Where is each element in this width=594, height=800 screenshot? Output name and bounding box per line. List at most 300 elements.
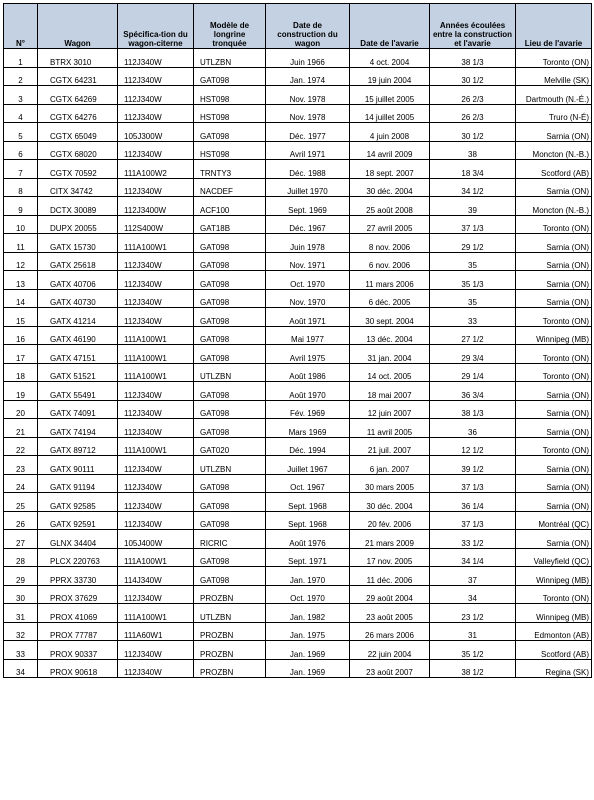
accident-location-cell: Dartmouth (N.-É.)	[516, 86, 592, 105]
years-elapsed-cell: 37 1/3	[430, 474, 516, 493]
wagon-id-cell: GATX 25618	[38, 252, 118, 271]
tank-spec-cell: 111A100W1	[118, 345, 194, 364]
wagon-id-cell: CGTX 64276	[38, 104, 118, 123]
accident-date-cell: 15 juillet 2005	[350, 86, 430, 105]
table-row	[4, 382, 592, 401]
table-row	[4, 141, 592, 160]
row-number-cell: 14	[4, 289, 38, 308]
row-number-cell: 3	[4, 86, 38, 105]
row-number-cell: 28	[4, 548, 38, 567]
row-number-cell: 8	[4, 178, 38, 197]
accident-date-cell: 18 mai 2007	[350, 382, 430, 401]
accident-date-cell: 30 déc. 2004	[350, 493, 430, 512]
table-row	[4, 585, 592, 604]
row-number-cell: 7	[4, 160, 38, 179]
stub-sill-model-cell: UTLZBN	[194, 49, 266, 68]
row-number-cell: 6	[4, 141, 38, 160]
stub-sill-model-cell: PROZBN	[194, 659, 266, 678]
build-date-cell: Déc. 1977	[266, 123, 350, 142]
accident-location-cell: Regina (SK)	[516, 659, 592, 678]
build-date-cell: Déc. 1994	[266, 437, 350, 456]
accident-location-cell: Winnipeg (MB)	[516, 604, 592, 623]
tank-spec-cell: 111A60W1	[118, 622, 194, 641]
stub-sill-model-cell: GAT098	[194, 271, 266, 290]
years-elapsed-cell: 30 1/2	[430, 67, 516, 86]
years-elapsed-cell: 23 1/2	[430, 604, 516, 623]
stub-sill-model-cell: GAT098	[194, 345, 266, 364]
accident-location-cell: Sarnia (ON)	[516, 493, 592, 512]
wagon-id-cell: GATX 89712	[38, 437, 118, 456]
header-place: Lieu de l'avarie	[516, 4, 592, 49]
years-elapsed-cell: 37	[430, 567, 516, 586]
accident-date-cell: 11 déc. 2006	[350, 567, 430, 586]
years-elapsed-cell: 34	[430, 585, 516, 604]
wagon-id-cell: GATX 55491	[38, 382, 118, 401]
accident-location-cell: Toronto (ON)	[516, 215, 592, 234]
accident-date-cell: 21 juil. 2007	[350, 437, 430, 456]
tank-spec-cell: 112J340W	[118, 252, 194, 271]
tank-spec-cell: 114J340W	[118, 567, 194, 586]
years-elapsed-cell: 37 1/3	[430, 215, 516, 234]
row-number-cell: 32	[4, 622, 38, 641]
table-row	[4, 437, 592, 456]
table-row	[4, 456, 592, 475]
accident-location-cell: Edmonton (AB)	[516, 622, 592, 641]
tank-spec-cell: 112J340W	[118, 493, 194, 512]
row-number-cell: 13	[4, 271, 38, 290]
table-row	[4, 659, 592, 678]
header-number: N°	[4, 4, 38, 49]
table-row	[4, 641, 592, 660]
build-date-cell: Jan. 1969	[266, 641, 350, 660]
accident-location-cell: Toronto (ON)	[516, 437, 592, 456]
table-row	[4, 400, 592, 419]
accident-date-cell: 18 sept. 2007	[350, 160, 430, 179]
table-row	[4, 530, 592, 549]
accident-location-cell: Toronto (ON)	[516, 308, 592, 327]
row-number-cell: 16	[4, 326, 38, 345]
accident-date-cell: 14 avril 2009	[350, 141, 430, 160]
wagon-id-cell: GATX 92591	[38, 511, 118, 530]
header-wagon: Wagon	[38, 4, 118, 49]
accident-location-cell: Truro (N-É)	[516, 104, 592, 123]
stub-sill-model-cell: ACF100	[194, 197, 266, 216]
tank-car-failures-table	[3, 3, 592, 678]
wagon-id-cell: GATX 91194	[38, 474, 118, 493]
table-row	[4, 215, 592, 234]
tank-spec-cell: 112J340W	[118, 141, 194, 160]
accident-date-cell: 21 mars 2009	[350, 530, 430, 549]
build-date-cell: Déc. 1967	[266, 215, 350, 234]
tank-spec-cell: 111A100W1	[118, 234, 194, 253]
build-date-cell: Nov. 1978	[266, 86, 350, 105]
table-row	[4, 197, 592, 216]
accident-date-cell: 11 avril 2005	[350, 419, 430, 438]
tank-spec-cell: 112J340W	[118, 86, 194, 105]
tank-spec-cell: 112J340W	[118, 308, 194, 327]
accident-date-cell: 12 juin 2007	[350, 400, 430, 419]
table-row	[4, 289, 592, 308]
tank-spec-cell: 112J340W	[118, 382, 194, 401]
accident-location-cell: Sarnia (ON)	[516, 419, 592, 438]
row-number-cell: 24	[4, 474, 38, 493]
wagon-id-cell: PROX 41069	[38, 604, 118, 623]
wagon-id-cell: PROX 90618	[38, 659, 118, 678]
row-number-cell: 17	[4, 345, 38, 364]
accident-date-cell: 23 août 2005	[350, 604, 430, 623]
row-number-cell: 20	[4, 400, 38, 419]
years-elapsed-cell: 29 1/2	[430, 234, 516, 253]
row-number-cell: 4	[4, 104, 38, 123]
header-built: Date de construction du wagon	[266, 4, 350, 49]
tank-spec-cell: 112J340W	[118, 400, 194, 419]
row-number-cell: 21	[4, 419, 38, 438]
wagon-id-cell: GATX 40706	[38, 271, 118, 290]
stub-sill-model-cell: PROZBN	[194, 585, 266, 604]
table-row	[4, 86, 592, 105]
accident-date-cell: 23 août 2007	[350, 659, 430, 678]
stub-sill-model-cell: GAT098	[194, 67, 266, 86]
build-date-cell: Sept. 1968	[266, 511, 350, 530]
stub-sill-model-cell: PROZBN	[194, 622, 266, 641]
tank-spec-cell: 111A100W2	[118, 160, 194, 179]
table-row	[4, 271, 592, 290]
years-elapsed-cell: 38	[430, 141, 516, 160]
build-date-cell: Oct. 1970	[266, 585, 350, 604]
row-number-cell: 1	[4, 49, 38, 68]
build-date-cell: Mars 1969	[266, 419, 350, 438]
accident-date-cell: 4 oct. 2004	[350, 49, 430, 68]
table-row	[4, 308, 592, 327]
accident-date-cell: 11 mars 2006	[350, 271, 430, 290]
tank-spec-cell: 112J340W	[118, 659, 194, 678]
table-row	[4, 622, 592, 641]
wagon-id-cell: GATX 92585	[38, 493, 118, 512]
wagon-id-cell: GATX 40730	[38, 289, 118, 308]
table-row	[4, 493, 592, 512]
stub-sill-model-cell: GAT098	[194, 400, 266, 419]
build-date-cell: Sept. 1971	[266, 548, 350, 567]
accident-date-cell: 22 juin 2004	[350, 641, 430, 660]
stub-sill-model-cell: UTLZBN	[194, 456, 266, 475]
stub-sill-model-cell: GAT098	[194, 419, 266, 438]
wagon-id-cell: GATX 74091	[38, 400, 118, 419]
accident-location-cell: Winnipeg (MB)	[516, 326, 592, 345]
accident-location-cell: Moncton (N.-B.)	[516, 141, 592, 160]
build-date-cell: Jan. 1982	[266, 604, 350, 623]
years-elapsed-cell: 36 3/4	[430, 382, 516, 401]
build-date-cell: Fév. 1969	[266, 400, 350, 419]
accident-date-cell: 30 sept. 2004	[350, 308, 430, 327]
wagon-id-cell: CITX 34742	[38, 178, 118, 197]
tank-spec-cell: 112J340W	[118, 271, 194, 290]
accident-date-cell: 14 juillet 2005	[350, 104, 430, 123]
wagon-id-cell: PLCX 220763	[38, 548, 118, 567]
build-date-cell: Août 1971	[266, 308, 350, 327]
tank-spec-cell: 112S400W	[118, 215, 194, 234]
accident-location-cell: Toronto (ON)	[516, 363, 592, 382]
accident-location-cell: Sarnia (ON)	[516, 530, 592, 549]
accident-date-cell: 30 mars 2005	[350, 474, 430, 493]
wagon-id-cell: BTRX 3010	[38, 49, 118, 68]
row-number-cell: 9	[4, 197, 38, 216]
row-number-cell: 27	[4, 530, 38, 549]
years-elapsed-cell: 30 1/2	[430, 123, 516, 142]
build-date-cell: Juillet 1970	[266, 178, 350, 197]
accident-location-cell: Winnipeg (MB)	[516, 567, 592, 586]
row-number-cell: 15	[4, 308, 38, 327]
stub-sill-model-cell: GAT098	[194, 567, 266, 586]
table-row	[4, 326, 592, 345]
row-number-cell: 19	[4, 382, 38, 401]
accident-location-cell: Sarnia (ON)	[516, 252, 592, 271]
tank-spec-cell: 112J340W	[118, 456, 194, 475]
stub-sill-model-cell: GAT098	[194, 548, 266, 567]
accident-date-cell: 19 juin 2004	[350, 67, 430, 86]
build-date-cell: Déc. 1988	[266, 160, 350, 179]
accident-date-cell: 27 avril 2005	[350, 215, 430, 234]
row-number-cell: 18	[4, 363, 38, 382]
stub-sill-model-cell: NACDEF	[194, 178, 266, 197]
tank-spec-cell: 112J3400W	[118, 197, 194, 216]
years-elapsed-cell: 29 1/4	[430, 363, 516, 382]
accident-location-cell: Toronto (ON)	[516, 345, 592, 364]
table-row	[4, 419, 592, 438]
years-elapsed-cell: 35 1/2	[430, 641, 516, 660]
years-elapsed-cell: 26 2/3	[430, 104, 516, 123]
table-row	[4, 363, 592, 382]
accident-location-cell: Valleyfield (QC)	[516, 548, 592, 567]
stub-sill-model-cell: GAT020	[194, 437, 266, 456]
header-model: Modèle de longrine tronquée	[194, 4, 266, 49]
years-elapsed-cell: 39	[430, 197, 516, 216]
accident-date-cell: 25 août 2008	[350, 197, 430, 216]
table-row	[4, 160, 592, 179]
wagon-id-cell: DCTX 30089	[38, 197, 118, 216]
years-elapsed-cell: 27 1/2	[430, 326, 516, 345]
build-date-cell: Sept. 1968	[266, 493, 350, 512]
wagon-id-cell: CGTX 65049	[38, 123, 118, 142]
years-elapsed-cell: 34 1/4	[430, 548, 516, 567]
stub-sill-model-cell: UTLZBN	[194, 604, 266, 623]
wagon-id-cell: GATX 51521	[38, 363, 118, 382]
table-row	[4, 474, 592, 493]
wagon-id-cell: GATX 90111	[38, 456, 118, 475]
row-number-cell: 25	[4, 493, 38, 512]
years-elapsed-cell: 12 1/2	[430, 437, 516, 456]
years-elapsed-cell: 29 3/4	[430, 345, 516, 364]
accident-date-cell: 14 oct. 2005	[350, 363, 430, 382]
stub-sill-model-cell: GAT098	[194, 511, 266, 530]
accident-date-cell: 6 nov. 2006	[350, 252, 430, 271]
years-elapsed-cell: 35	[430, 289, 516, 308]
tank-spec-cell: 112J340W	[118, 585, 194, 604]
wagon-id-cell: GATX 41214	[38, 308, 118, 327]
table-row	[4, 104, 592, 123]
accident-location-cell: Scotford (AB)	[516, 641, 592, 660]
build-date-cell: Oct. 1970	[266, 271, 350, 290]
row-number-cell: 22	[4, 437, 38, 456]
build-date-cell: Août 1986	[266, 363, 350, 382]
stub-sill-model-cell: PROZBN	[194, 641, 266, 660]
wagon-id-cell: CGTX 70592	[38, 160, 118, 179]
wagon-id-cell: PROX 90337	[38, 641, 118, 660]
accident-date-cell: 4 juin 2008	[350, 123, 430, 142]
build-date-cell: Nov. 1971	[266, 252, 350, 271]
accident-location-cell: Toronto (ON)	[516, 49, 592, 68]
row-number-cell: 23	[4, 456, 38, 475]
stub-sill-model-cell: HST098	[194, 86, 266, 105]
stub-sill-model-cell: HST098	[194, 104, 266, 123]
tank-spec-cell: 111A100W1	[118, 437, 194, 456]
stub-sill-model-cell: GAT098	[194, 326, 266, 345]
years-elapsed-cell: 18 3/4	[430, 160, 516, 179]
table-row	[4, 234, 592, 253]
years-elapsed-cell: 26 2/3	[430, 86, 516, 105]
build-date-cell: Mai 1977	[266, 326, 350, 345]
stub-sill-model-cell: RICRIC	[194, 530, 266, 549]
accident-location-cell: Sarnia (ON)	[516, 289, 592, 308]
years-elapsed-cell: 36 1/4	[430, 493, 516, 512]
tank-spec-cell: 105J400W	[118, 530, 194, 549]
tank-spec-cell: 112J340W	[118, 641, 194, 660]
years-elapsed-cell: 33 1/2	[430, 530, 516, 549]
stub-sill-model-cell: GAT098	[194, 289, 266, 308]
build-date-cell: Avril 1975	[266, 345, 350, 364]
tank-spec-cell: 112J340W	[118, 104, 194, 123]
wagon-id-cell: GATX 74194	[38, 419, 118, 438]
table-row	[4, 604, 592, 623]
accident-location-cell: Sarnia (ON)	[516, 178, 592, 197]
years-elapsed-cell: 39 1/2	[430, 456, 516, 475]
stub-sill-model-cell: GAT098	[194, 474, 266, 493]
wagon-id-cell: CGTX 68020	[38, 141, 118, 160]
years-elapsed-cell: 37 1/3	[430, 511, 516, 530]
accident-location-cell: Sarnia (ON)	[516, 234, 592, 253]
tank-spec-cell: 112J340W	[118, 474, 194, 493]
wagon-id-cell: CGTX 64269	[38, 86, 118, 105]
accident-location-cell: Montréal (QC)	[516, 511, 592, 530]
row-number-cell: 29	[4, 567, 38, 586]
row-number-cell: 12	[4, 252, 38, 271]
years-elapsed-cell: 31	[430, 622, 516, 641]
years-elapsed-cell: 35	[430, 252, 516, 271]
accident-location-cell: Toronto (ON)	[516, 585, 592, 604]
build-date-cell: Oct. 1967	[266, 474, 350, 493]
stub-sill-model-cell: GAT098	[194, 234, 266, 253]
row-number-cell: 26	[4, 511, 38, 530]
tank-spec-cell: 112J340W	[118, 511, 194, 530]
accident-location-cell: Melville (SK)	[516, 67, 592, 86]
accident-date-cell: 30 déc. 2004	[350, 178, 430, 197]
wagon-id-cell: GATX 47151	[38, 345, 118, 364]
tank-spec-cell: 112J340W	[118, 49, 194, 68]
row-number-cell: 33	[4, 641, 38, 660]
wagon-id-cell: DUPX 20055	[38, 215, 118, 234]
table-row	[4, 49, 592, 68]
build-date-cell: Juin 1978	[266, 234, 350, 253]
table-row	[4, 178, 592, 197]
wagon-id-cell: GATX 46190	[38, 326, 118, 345]
wagon-id-cell: GLNX 34404	[38, 530, 118, 549]
wagon-id-cell: PROX 37629	[38, 585, 118, 604]
tank-spec-cell: 112J340W	[118, 289, 194, 308]
build-date-cell: Jan. 1969	[266, 659, 350, 678]
years-elapsed-cell: 34 1/2	[430, 178, 516, 197]
stub-sill-model-cell: GAT098	[194, 382, 266, 401]
accident-date-cell: 6 déc. 2005	[350, 289, 430, 308]
table-row	[4, 123, 592, 142]
row-number-cell: 2	[4, 67, 38, 86]
wagon-id-cell: GATX 15730	[38, 234, 118, 253]
wagon-id-cell: PPRX 33730	[38, 567, 118, 586]
build-date-cell: Août 1976	[266, 530, 350, 549]
row-number-cell: 34	[4, 659, 38, 678]
table-row	[4, 567, 592, 586]
build-date-cell: Nov. 1978	[266, 104, 350, 123]
build-date-cell: Jan. 1975	[266, 622, 350, 641]
years-elapsed-cell: 38 1/2	[430, 659, 516, 678]
accident-date-cell: 17 nov. 2005	[350, 548, 430, 567]
years-elapsed-cell: 38 1/3	[430, 400, 516, 419]
build-date-cell: Avril 1971	[266, 141, 350, 160]
build-date-cell: Juin 1966	[266, 49, 350, 68]
accident-date-cell: 26 mars 2006	[350, 622, 430, 641]
wagon-id-cell: CGTX 64231	[38, 67, 118, 86]
accident-location-cell: Sarnia (ON)	[516, 123, 592, 142]
accident-location-cell: Moncton (N.-B.)	[516, 197, 592, 216]
accident-location-cell: Scotford (AB)	[516, 160, 592, 179]
stub-sill-model-cell: GAT098	[194, 252, 266, 271]
accident-location-cell: Sarnia (ON)	[516, 271, 592, 290]
accident-location-cell: Sarnia (ON)	[516, 456, 592, 475]
tank-spec-cell: 112J340W	[118, 178, 194, 197]
table-row	[4, 511, 592, 530]
accident-date-cell: 29 août 2004	[350, 585, 430, 604]
table-row	[4, 548, 592, 567]
stub-sill-model-cell: UTLZBN	[194, 363, 266, 382]
table-row	[4, 345, 592, 364]
stub-sill-model-cell: GAT098	[194, 308, 266, 327]
stub-sill-model-cell: GAT098	[194, 493, 266, 512]
build-date-cell: Jan. 1970	[266, 567, 350, 586]
table-row	[4, 67, 592, 86]
stub-sill-model-cell: GAT18B	[194, 215, 266, 234]
row-number-cell: 5	[4, 123, 38, 142]
table-body	[4, 49, 592, 678]
accident-date-cell: 6 jan. 2007	[350, 456, 430, 475]
stub-sill-model-cell: TRNTY3	[194, 160, 266, 179]
wagon-id-cell: PROX 77787	[38, 622, 118, 641]
tank-spec-cell: 112J340W	[118, 67, 194, 86]
accident-date-cell: 31 jan. 2004	[350, 345, 430, 364]
header-spec: Spécifica-tion du wagon-citerne	[118, 4, 194, 49]
build-date-cell: Sept. 1969	[266, 197, 350, 216]
row-number-cell: 11	[4, 234, 38, 253]
years-elapsed-cell: 38 1/3	[430, 49, 516, 68]
build-date-cell: Jan. 1974	[266, 67, 350, 86]
years-elapsed-cell: 35 1/3	[430, 271, 516, 290]
years-elapsed-cell: 33	[430, 308, 516, 327]
row-number-cell: 30	[4, 585, 38, 604]
row-number-cell: 10	[4, 215, 38, 234]
row-number-cell: 31	[4, 604, 38, 623]
accident-date-cell: 13 déc. 2004	[350, 326, 430, 345]
tank-spec-cell: 111A100W1	[118, 363, 194, 382]
build-date-cell: Nov. 1970	[266, 289, 350, 308]
accident-date-cell: 20 fév. 2006	[350, 511, 430, 530]
tank-spec-cell: 111A100W1	[118, 604, 194, 623]
